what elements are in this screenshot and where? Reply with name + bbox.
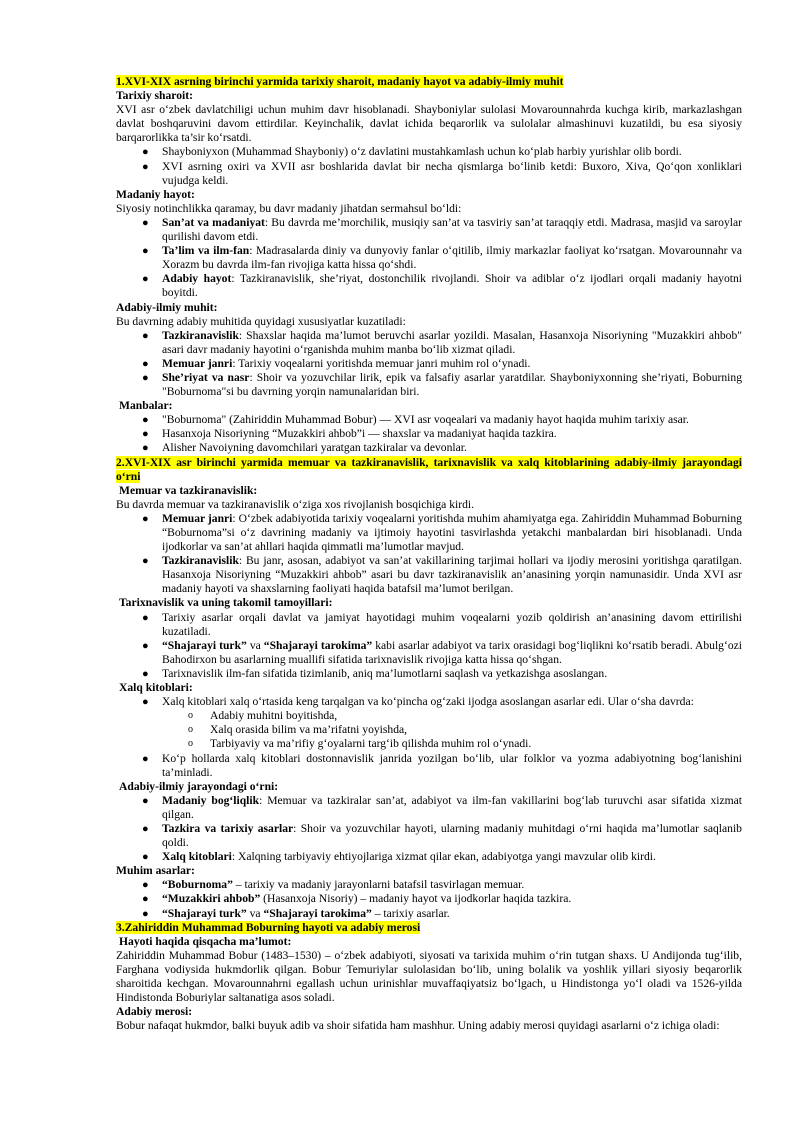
- list-tarixnavislik: [116, 611, 742, 681]
- bullet-icon: ●: [142, 752, 149, 765]
- heading-adabiy: Adabiy-ilmiy muhit:: [116, 300, 218, 314]
- list-item: ● Tarixiy asarlar orqali davlat va jamiyat hayotidagi muhim voqealarni yozib qoldirish an’anasining davom ettirilishi kuzatiladi.: [142, 610, 742, 638]
- sub-list-item: o Xalq orasida bilim va ma’rifatni yoyishda,: [188, 723, 408, 737]
- heading-tarixiy: Tarixiy sharoit:: [116, 89, 193, 103]
- list-item: ● Alisher Navoiyning davomchilari yaratgan tazkiralar va devonlar.: [142, 441, 467, 455]
- list-xalq: [116, 695, 742, 780]
- paragraph-adabiy: Bu davrning adabiy muhitida quyidagi xususiyatlar kuzatiladi:: [116, 314, 406, 328]
- list-item: ● XVI asrning oxiri va XVII asr boshlarida davlat bir necha qismlarga bo‘linib ketdi: Buxoro, Xiva, Qo‘qon xonliklari vujudga keldi.: [142, 159, 742, 187]
- heading-madaniy: Madaniy hayot:: [116, 187, 195, 201]
- heading-hayoti: Hayoti haqida qisqacha ma’lumot:: [119, 934, 292, 948]
- list-item: ● San’at va madaniyat: Bu davrda me’morchilik, musiqiy san’at va tasviriy san’at taraqqiy etdi. Madrasa, masjid va saroylar qurilishi davom etdi.: [142, 215, 742, 244]
- list-item: ● Shayboniyxon (Muhammad Shayboniy) o‘z davlatini mustahkamlash uchun ko‘plab harbiy yurishlar olib bordi.: [142, 145, 682, 159]
- heading-memuar: Memuar va tazkiranavislik:: [119, 483, 258, 497]
- paragraph-hayoti: Zahiriddin Muhammad Bobur (1483–1530) – o‘zbek adabiyoti, siyosati va tarixida muhim o‘rin tutgan shaxs. U Andijonda tug‘ilib, Farghana vodiysida hukmdorlik qilgan. Bobur Temuriylar sulolasidan bo‘lib, uning bolalik va yoshlik yillari siyosiy beqarorlik sharoitida kechgan. Movarounnahrni egallash uchun urinishlar muvaffaqiyatsiz bo‘lgach, u Hindistonga yo‘l oladi va 1526-yilda Hindistonda Boburiylar saltanatiga asos soladi.: [116, 948, 742, 1005]
- sub-list-item: o Adabiy muhitni boyitishda,: [188, 709, 338, 723]
- paragraph-tarixiy: XVI asr o‘zbek davlatchiligi uchun muhim davr hisoblanadi. Shayboniylar sulolasi Movarounnahrda kuchga kirib, markazlashgan davlat boshqaruvini davom ettirdilar. Keyinchalik, davlat ichida beqarorlik va sulolalar almashinuvi kuzatildi, bu esa siyosiy barqarorlikka ta’sir ko‘rsatdi.: [116, 103, 742, 145]
- bullet-icon: ●: [142, 667, 149, 680]
- bullet-icon: ●: [142, 216, 149, 229]
- bullet-icon: ●: [142, 696, 149, 709]
- bullet-icon: ●: [142, 357, 149, 370]
- list-manbalar: [116, 413, 742, 455]
- list-item: ● Memuar janri: O‘zbek adabiyotida tarixiy voqealarni yoritishda muhim ahamiyatga ega. Zahiriddin Muhammad Boburning “Boburnoma”si o‘z davrining madaniy va ijtimoiy hayotini tasvirlashda yetakchi manbalardan biri hisoblanadi. Unda ijodkorlar va san’at ahllari haqida qimmatli ma’lumotlar mavjud.: [142, 511, 742, 554]
- bullet-icon: ●: [142, 822, 149, 835]
- list-memuar: [116, 512, 742, 597]
- bullet-icon: ●: [142, 611, 149, 624]
- circle-bullet-icon: o: [188, 710, 193, 722]
- section-3-title: 3.Zahiriddin Muhammad Boburning hayoti va adabiy merosi: [116, 920, 421, 934]
- paragraph-merosi: Bobur nafaqat hukmdor, balki buyuk adib va shoir sifatida ham mashhur. Uning adabiy merosi quyidagi asarlarni o‘z ichiga oladi:: [116, 1019, 720, 1033]
- section-1-title: 1.XVI-XIX asrning birinchi yarmida tarixiy sharoit, madaniy hayot va adabiy-ilmiy muhit: [116, 75, 564, 88]
- list-tarixiy: [116, 145, 742, 187]
- bullet-icon: ●: [142, 639, 149, 652]
- list-item: ● Xalq kitoblari: Xalqning tarbiyaviy ehtiyojlariga xizmat qilar ekan, adabiyotga yangi mavzular olib kirdi.: [142, 850, 656, 864]
- heading-jarayon: Adabiy-ilmiy jarayondagi o‘rni:: [119, 779, 279, 793]
- list-item: ● Tazkiranavislik: Shaxslar haqida ma’lumot beruvchi asarlar yozildi. Masalan, Hasanxoja Nisoriyning "Muzakkiri ahbob" asari davr madaniy hayotini o‘rganishda muhim manba bo‘lib xizmat qiladi.: [142, 328, 742, 356]
- bullet-icon: ●: [142, 442, 149, 455]
- bullet-icon: ●: [142, 245, 149, 258]
- heading-tarixnavislik: Tarixnavislik va uning takomil tamoyillari:: [119, 596, 333, 610]
- circle-bullet-icon: o: [188, 724, 193, 736]
- sub-list: [116, 709, 742, 751]
- list-item: ● “Muzakkiri ahbob” (Hasanxoja Nisoriy) – madaniy hayot va ijodkorlar haqida tazkira.: [142, 892, 572, 906]
- list-item: ● “Boburnoma” – tarixiy va madaniy jarayonlarni batafsil tasvirlagan memuar.: [142, 878, 525, 892]
- bullet-icon: ●: [142, 851, 149, 864]
- bullet-icon: ●: [142, 794, 149, 807]
- bullet-icon: ●: [142, 907, 149, 920]
- bullet-icon: ●: [142, 512, 149, 525]
- list-item: ● Madaniy bog‘liqlik: Memuar va tazkiralar san’at, adabiyot va ilm-fan vakillarini bog‘lab turuvchi asar sifatida xizmat qilgan.: [142, 793, 742, 821]
- list-item: ● Ko‘p hollarda xalq kitoblari dostonnavislik janrida yozilgan bo‘lib, ular folklor va yozma adabiyotning bog‘lanishini ta’minladi.: [142, 751, 742, 779]
- list-item: ● Tarixnavislik ilm-fan sifatida tizimlanib, aniq ma’lumotlarni saqlash va yetkazishga asoslangan.: [142, 666, 608, 680]
- paragraph-memuar: Bu davrda memuar va tazkiranavislik o‘ziga xos rivojlanish bosqichiga kirdi.: [116, 497, 475, 511]
- list-item: ● Tazkiranavislik: Bu janr, asosan, adabiyot va san’at vakillarining tarjimai hollari va ijodiy merosini yoritishga qaratilgan. Hasanxoja Nisoriyning “Muzakkiri ahbob” asari bu davr tazkiranavislik an’anasining yorqin namunasidir. Unda XVI asr madaniy hayoti va shaxslarning faoliyati haqida batafsil ma’lumot berilgan.: [142, 554, 742, 596]
- bullet-icon: ●: [142, 428, 149, 441]
- bullet-icon: ●: [142, 879, 149, 892]
- list-item: ● “Shajarayi turk” va “Shajarayi tarokima” kabi asarlar adabiyot va tarix orasidagi bog‘liqlikni ko‘rsatib beradi. Abulg‘ozi Bahodirxon bu asarlarning muallifi sifatida tarixnavislik rivojiga katta hissa qo‘shgan.: [142, 638, 742, 666]
- document-page: [116, 75, 742, 1033]
- heading-muhim-asarlar: Muhim asarlar:: [116, 864, 195, 878]
- bullet-icon: ●: [142, 160, 149, 173]
- bullet-icon: ●: [142, 893, 149, 906]
- list-item: ● “Shajarayi turk” va “Shajarayi tarokima” – tarixiy asarlar.: [142, 906, 450, 920]
- list-item: ● "Boburnoma" (Zahiriddin Muhammad Bobur) — XVI asr voqealari va madaniy hayot haqida muhim tarixiy asar.: [142, 413, 689, 427]
- heading-xalq-kitoblari: Xalq kitoblari:: [119, 681, 193, 695]
- section-2-title: 2.XVI-XIX asr birinchi yarmida memuar va tazkiranavislik, tarixnavislik va xalq kitoblarining adabiy-ilmiy jarayondagi o‘rni: [116, 455, 742, 483]
- list-jarayon: [116, 794, 742, 864]
- circle-bullet-icon: o: [188, 738, 193, 750]
- list-muhim: [116, 878, 742, 920]
- list-item: ● Hasanxoja Nisoriyning “Muzakkiri ahbob”i — shaxslar va madaniyat haqida tazkira.: [142, 427, 557, 441]
- bullet-icon: ●: [142, 146, 149, 159]
- bullet-icon: ●: [142, 555, 149, 568]
- bullet-icon: ●: [142, 273, 149, 286]
- list-item: ● Tazkira va tarixiy asarlar: Shoir va yozuvchilar hayoti, ularning madaniy muhitdagi o‘rni haqida ma’lumotlar saqlanib qoldi.: [142, 821, 742, 850]
- list-adabiy: [116, 329, 742, 399]
- list-item: ● Ta’lim va ilm-fan: Madrasalarda diniy va dunyoviy fanlar o‘qitilib, ilmiy markazlar faoliyat ko‘rsatgan. Movarounnahr va Xorazm bu davrda ilm-fan rivojiga katta hissa qo‘shdi.: [142, 244, 743, 272]
- sub-list-item: o Tarbiyaviy va ma’rifiy g‘oyalarni targ‘ib qilishda muhim rol o‘ynadi.: [188, 737, 532, 751]
- list-madaniy: [116, 216, 742, 301]
- paragraph-madaniy: Siyosiy notinchlikka qaramay, bu davr madaniy jihatdan sermahsul bo‘ldi:: [116, 201, 462, 215]
- bullet-icon: ●: [142, 414, 149, 427]
- bullet-icon: ●: [142, 329, 149, 342]
- list-item: ● Xalq kitoblari xalq o‘rtasida keng tarqalgan va ko‘pincha og‘zaki ijodga asoslangan asarlar edi. Ular o‘sha davrda: o Adabiy muhitni boyitishda, o Xalq orasida bilim va ma’rifatni yoyishda, o Tarbiyaviy va ma’rifiy g‘oyalarni targ‘ib qilishda muhim rol o‘ynadi.: [116, 695, 742, 751]
- bullet-icon: ●: [142, 371, 149, 384]
- list-item: ● She’riyat va nasr: Shoir va yozuvchilar lirik, epik va falsafiy asarlar yaratdilar. Shayboniyxonning she’riyati, Boburning "Boburnoma"si bu davrning yorqin namunalaridan biri.: [142, 370, 742, 399]
- heading-manbalar: Manbalar:: [119, 399, 173, 413]
- list-item: ● Memuar janri: Tarixiy voqealarni yoritishda memuar janri muhim rol o‘ynadi.: [142, 356, 531, 370]
- heading-merosi: Adabiy merosi:: [116, 1005, 193, 1019]
- list-item: ● Adabiy hayot: Tazkiranavislik, she’riyat, dostonchilik rivojlandi. Shoir va adiblar o‘z ijodlari orqali madaniy hayotni boyitdi.: [142, 272, 742, 300]
